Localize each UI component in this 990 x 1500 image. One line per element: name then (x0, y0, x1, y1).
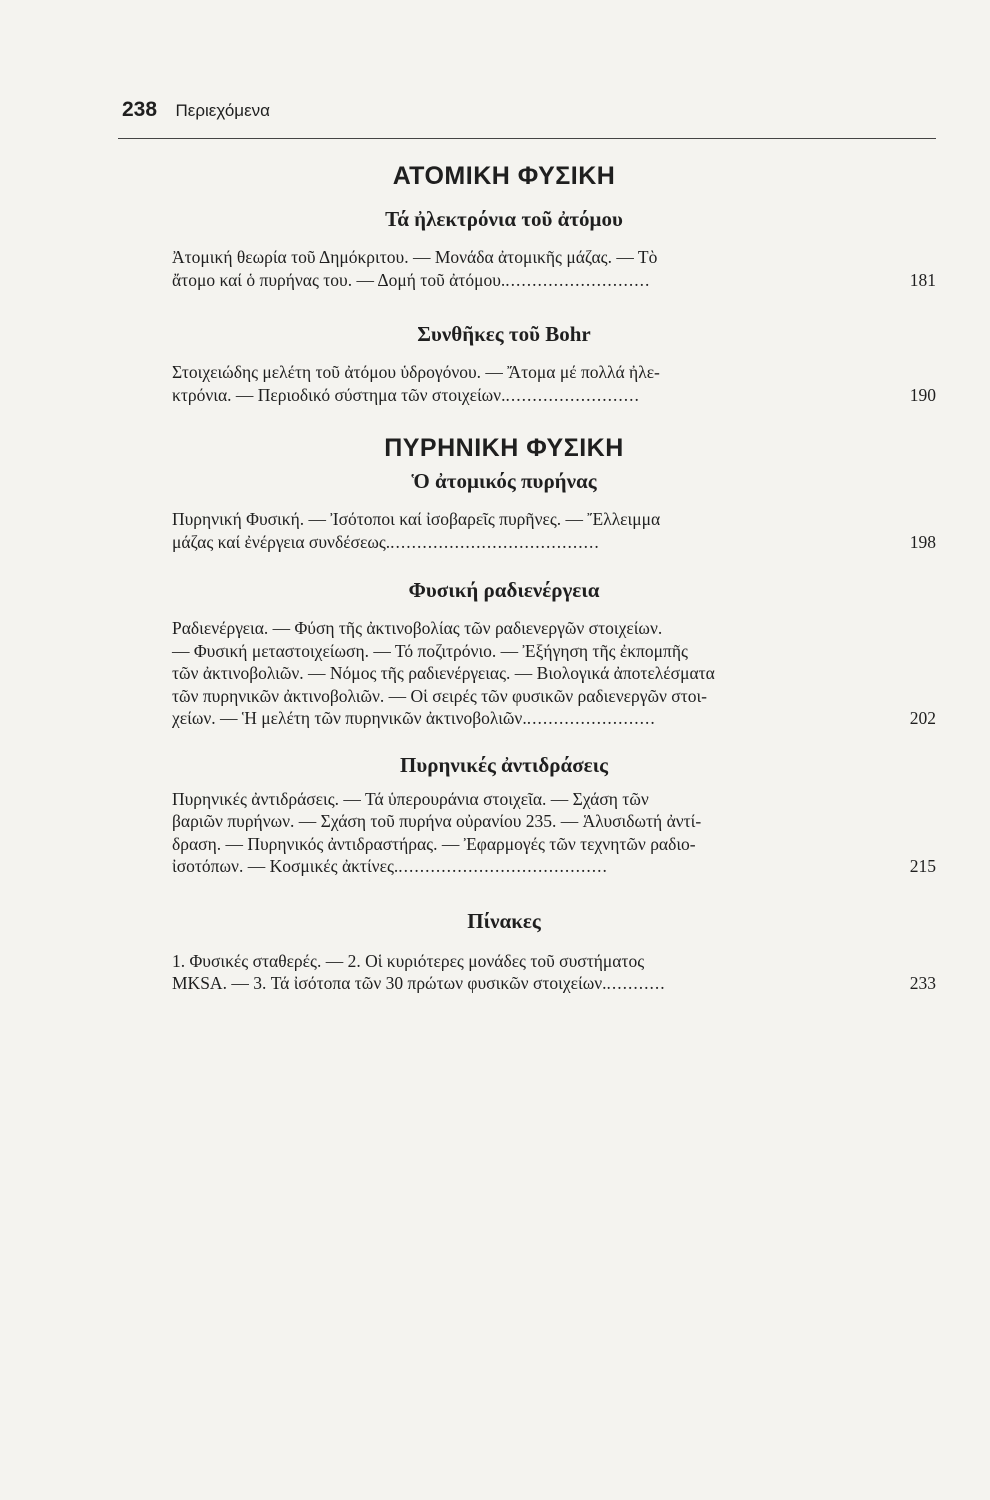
toc-page-number: 198 (909, 531, 936, 552)
chapter-title: Πίνακες (467, 908, 541, 933)
running-head (122, 98, 270, 122)
toc-page-number: 202 (909, 708, 936, 728)
chapter-title: Πυρηνικές ἀντιδράσεις (400, 752, 608, 777)
chapter-title: Ὁ ἀτομικός πυρήνας (411, 469, 597, 493)
toc-entry: Στοιχειώδης μελέτη τοῦ ἀτόμου ὑδρογόνου. — Ἄτομα μέ πολλά ἠλε- κτρόνια. — Περιοδικό σύστημα τῶν στοιχείων.......................... 190 (172, 362, 936, 405)
part-title: ΑΤΟΜΙΚΗ ΦΥΣΙΚΗ (392, 162, 616, 190)
toc-entry: Πυρηνικές ἀντιδράσεις. — Τά ὑπερουράνια στοιχεῖα. — Σχάση τῶν βαριῶν πυρήνων. — Σχάση τοῦ πυρήνα οὐρανίου 235. — Ἁλυσιδωτή ἀντί- δραση. — Πυρηνικός ἀντιδραστήρας. — Ἐφαρμογές τῶν τεχνητῶν ραδιο- ἰσοτόπων. — Κοσμικές ἀκτίνες........................................ 215 (172, 788, 936, 876)
toc-page-number: 190 (909, 384, 936, 405)
toc-page-number: 233 (909, 973, 936, 993)
toc-page-number: 181 (909, 269, 936, 290)
toc-entry: Ραδιενέργεια. — Φύση τῆς ἀκτινοβολίας τῶν ραδιενεργῶν στοιχείων. — Φυσική μεταστοιχείωση. — Τό ποζιτρόνιο. — Ἐξήγηση τῆς ἐκπομπῆς τῶν ἀκτινοβολιῶν. — Νόμος τῆς ραδιενέργειας. — Βιολογικά ἀποτελέσματα τῶν πυρηνικῶν ἀκτινοβολιῶν. — Οἱ σειρές τῶν φυσικῶν ραδιενεργῶν στοι- χείων. — Ἡ μελέτη τῶν πυρηνικῶν ἀκτινοβολιῶν......................... 202 (172, 618, 936, 728)
chapter-title: Συνθῆκες τοῦ Bohr (417, 322, 591, 346)
table-of-contents (172, 158, 936, 995)
chapter-title: Φυσική ραδιενέργεια (408, 578, 600, 602)
part-title: ΠΥΡΗΝΙΚΗ ΦΥΣΙΚΗ (384, 434, 624, 462)
page-number: 238 (122, 98, 158, 121)
running-title: Περιεχόμενα (175, 101, 271, 120)
header-rule (118, 138, 936, 139)
chapter-title: Τά ἠλεκτρόνια τοῦ ἀτόμου (385, 207, 623, 231)
toc-page-number: 215 (909, 856, 936, 876)
toc-entry: Πυρηνική Φυσική. — Ἰσότοποι καί ἰσοβαρεῖς πυρῆνες. — Ἔλλειμμα μάζας καί ἐνέργεια συνδέσεως........................................ 198 (172, 509, 936, 552)
toc-entry: Ἀτομική θεωρία τοῦ Δημόκριτου. — Μονάδα ἀτομικῆς μάζας. — Τὸ ἄτομο καί ὁ πυρήνας του. — Δομή τοῦ ἀτόμου............................ 181 (172, 247, 936, 290)
toc-entry: 1. Φυσικές σταθερές. — 2. Οἱ κυριότερες μονάδες τοῦ συστήματος MKSA. — 3. Τά ἰσότοπα τῶν 30 πρώτων φυσικῶν στοιχείων............ 233 (172, 950, 936, 993)
